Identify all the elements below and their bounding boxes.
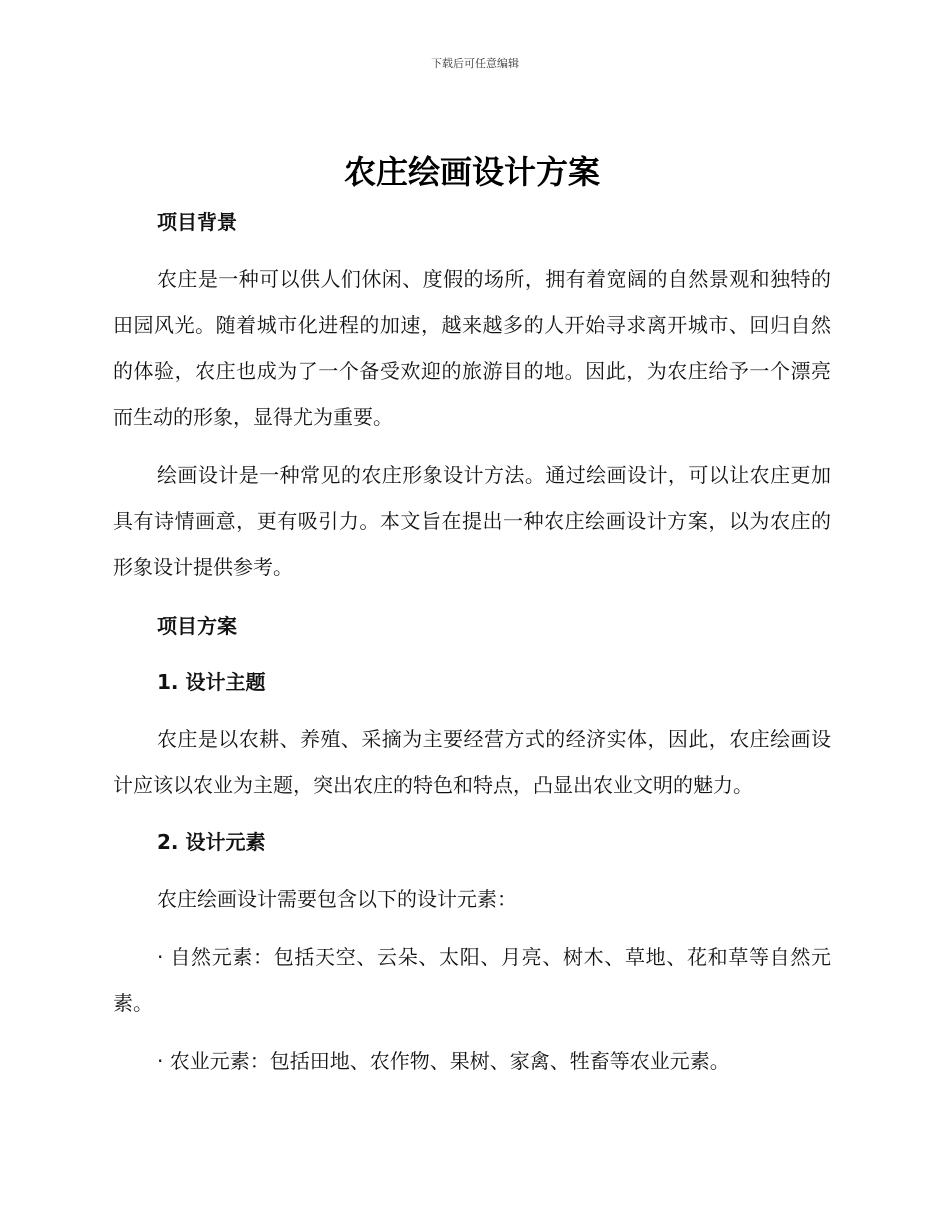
list-item-natural-elements: · 自然元素：包括天空、云朵、太阳、月亮、树木、草地、花和草等自然元素。: [113, 945, 831, 1015]
document-title: 农庄绘画设计方案: [343, 153, 600, 191]
section-heading-plan: 项目方案: [157, 614, 237, 638]
paragraph-elements-intro: 农庄绘画设计需要包含以下的设计元素：: [157, 887, 517, 911]
document-body: [113, 150, 831, 1084]
paragraph-background-1: 农庄是一种可以供人们休闲、度假的场所，拥有着宽阔的自然景观和独特的田园风光。随着城市化进程的加速，越来越多的人开始寻求离开城市、回归自然的体验，农庄也成为了一个备受欢迎的旅游目的地。因此，为农庄给予一个漂亮而生动的形象，显得尤为重要。: [113, 267, 831, 429]
header-note: 下载后可任意编辑: [431, 57, 519, 70]
list-item-agricultural-elements: · 农业元素：包括田地、农作物、果树、家禽、牲畜等农业元素。: [157, 1049, 730, 1073]
section-heading-background: 项目背景: [157, 210, 237, 234]
section-heading-theme: 1. 设计主题: [157, 670, 266, 694]
paragraph-background-2: 绘画设计是一种常见的农庄形象设计方法。通过绘画设计，可以让农庄更加具有诗情画意，更有吸引力。本文旨在提出一种农庄绘画设计方案，以为农庄的形象设计提供参考。: [113, 463, 831, 579]
section-heading-elements: 2. 设计元素: [157, 830, 266, 854]
paragraph-theme: 农庄是以农耕、养殖、采摘为主要经营方式的经济实体，因此，农庄绘画设计应该以农业为主题，突出农庄的特色和特点，凸显出农业文明的魅力。: [113, 727, 831, 797]
